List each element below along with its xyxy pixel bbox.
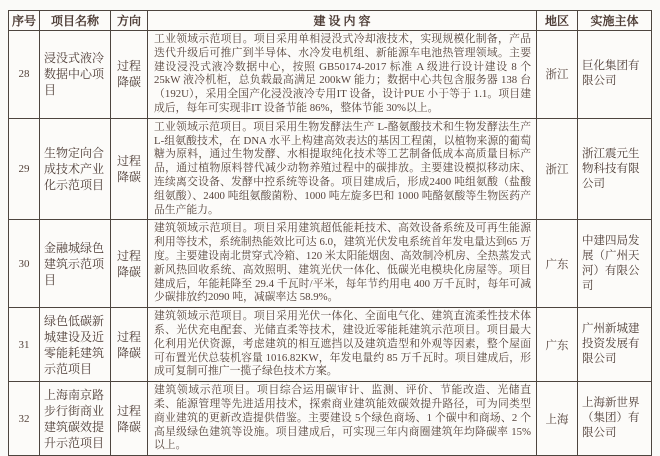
direction: 过程降碳 bbox=[111, 118, 148, 220]
construction-content: 建筑领域示范项目。项目采用光伏一体化、全面电气化、建筑直流柔性技术体系、光伏充电配套、光储直柔等技术，建设近零能耗建筑示范项目。项目最大化利用光伏资源，考虑建筑的相互遮挡以及建筑造型和外观等因素，整个屋面可布置光伏总装机容量 1016.82KW，年发电量约 85 万千瓦时。项目建成后，形成可复制可推广一揽子绿色技术方案。 bbox=[148, 308, 537, 382]
row-number: 30 bbox=[9, 220, 40, 308]
construction-content: 建筑领域示范项目。项目综合运用碳审计、监测、评价、节能改造、光储直柔、能源管理等先进适用技术，探索商业建筑能效碳效提升路径，可为同类型商业建筑的更新改造提供借鉴。主要建设 5个绿色商场、1 个碳中和商场、2 个高星级绿色建筑等设施。项目建成后，可实现三年内商圈建筑年均降碳率 15%以上。 bbox=[148, 382, 537, 456]
direction: 过程降碳 bbox=[111, 31, 148, 119]
table-row bbox=[9, 382, 652, 456]
row-number: 28 bbox=[9, 31, 40, 119]
region: 上海 bbox=[537, 382, 578, 456]
table-row bbox=[9, 31, 652, 119]
construction-content: 工业领域示范项目。项目采用单相浸没式冷却液技术，实现规模化制备，产品迭代升级后可推广到半导体、水冷发电机组、新能源车电池热管理领域。主要建设浸没式液冷数据中心，按照 GB50174-2017 标准 A 级进行设计建设 8 个 25kW 液冷机柜，总负载最高满足 200kW 能力；数据中心共包含服务器 138 台（192U），采用全国产化浸没液冷专用IT 设备，设计PUE 小于等于 1.1。项目建成后，每年可实现非IT 设备节能 86%，整体节能 30%以上。 bbox=[148, 31, 537, 119]
column-header-entity: 实施主体 bbox=[578, 11, 652, 31]
column-header-direction: 方向 bbox=[111, 11, 148, 31]
table-row bbox=[9, 118, 652, 220]
row-number: 29 bbox=[9, 118, 40, 220]
column-header-region: 地区 bbox=[537, 11, 578, 31]
column-header-no: 序号 bbox=[9, 11, 40, 31]
implementing-entity: 广州新城建投资发展有限公司 bbox=[578, 308, 652, 382]
implementing-entity: 浙江震元生物科技有限公司 bbox=[578, 118, 652, 220]
direction: 过程降碳 bbox=[111, 220, 148, 308]
direction: 过程降碳 bbox=[111, 382, 148, 456]
region: 广东 bbox=[537, 308, 578, 382]
implementing-entity: 中建四局发展（广州天河）有限公司 bbox=[578, 220, 652, 308]
table-header-row bbox=[9, 11, 652, 31]
implementing-entity: 巨化集团有限公司 bbox=[578, 31, 652, 119]
project-name: 上海南京路步行街商业建筑碳效提升示范项目 bbox=[40, 382, 111, 456]
region: 浙江 bbox=[537, 118, 578, 220]
region: 广东 bbox=[537, 220, 578, 308]
construction-content: 工业领域示范项目。项目采用生物发酵法生产 L-酪氨酸技术和生物发酵法生产 L-组氨酸技术，在 DNA 水平上构建高效表达的基因工程菌，以植物来源的葡萄糖为原料，通过生物发酵、水相提取纯化技术等工艺制备低成本高质量目标产品，通过植物原料替代减少动物养殖过程中的碳排放。主要建设模拟移动床、连续离交设备、发酵中控系统等设备。项目建成后，形成2400 吨组氨酸（盐酸组氨酸）、2400 吨组氨酸菌粉、1000 吨左旋多巴和 1000 吨酪氨酸等生物医药产品生产能力。 bbox=[148, 118, 537, 220]
table-row bbox=[9, 220, 652, 308]
column-header-content: 建 设 内 容 bbox=[148, 11, 537, 31]
projects-table bbox=[8, 10, 652, 456]
table-row bbox=[9, 308, 652, 382]
project-name: 绿色低碳新城建设及近零能耗建筑示范项目 bbox=[40, 308, 111, 382]
region: 浙江 bbox=[537, 31, 578, 119]
row-number: 31 bbox=[9, 308, 40, 382]
construction-content: 建筑领域示范项目。项目采用建筑超低能耗技术、高效设备系统及可再生能源利用等技术，系统制热能效比可达 6.0，建筑光伏发电系统首年发电量达到65 万度。主要建设南北贯穿式冷箱、120 米太阳能烟囱、高效制冷机房、全热蒸发式新风热回收系统、高效照明、建筑光伏一体化、低碳光电模块化房屋等。项目建成后，年能耗降至 29.4 千瓦时/平米，每年节约用电 400 万千瓦时，每年可减少碳排放约2090 吨，减碳率达 58.9%。 bbox=[148, 220, 537, 308]
row-number: 32 bbox=[9, 382, 40, 456]
implementing-entity: 上海新世界（集团）有限公司 bbox=[578, 382, 652, 456]
direction: 过程降碳 bbox=[111, 308, 148, 382]
project-name: 生物定向合成技术产业化示范项目 bbox=[40, 118, 111, 220]
column-header-name: 项目名称 bbox=[40, 11, 111, 31]
project-name: 金融城绿色建筑示范项目 bbox=[40, 220, 111, 308]
project-name: 浸没式液冷数据中心项目 bbox=[40, 31, 111, 119]
